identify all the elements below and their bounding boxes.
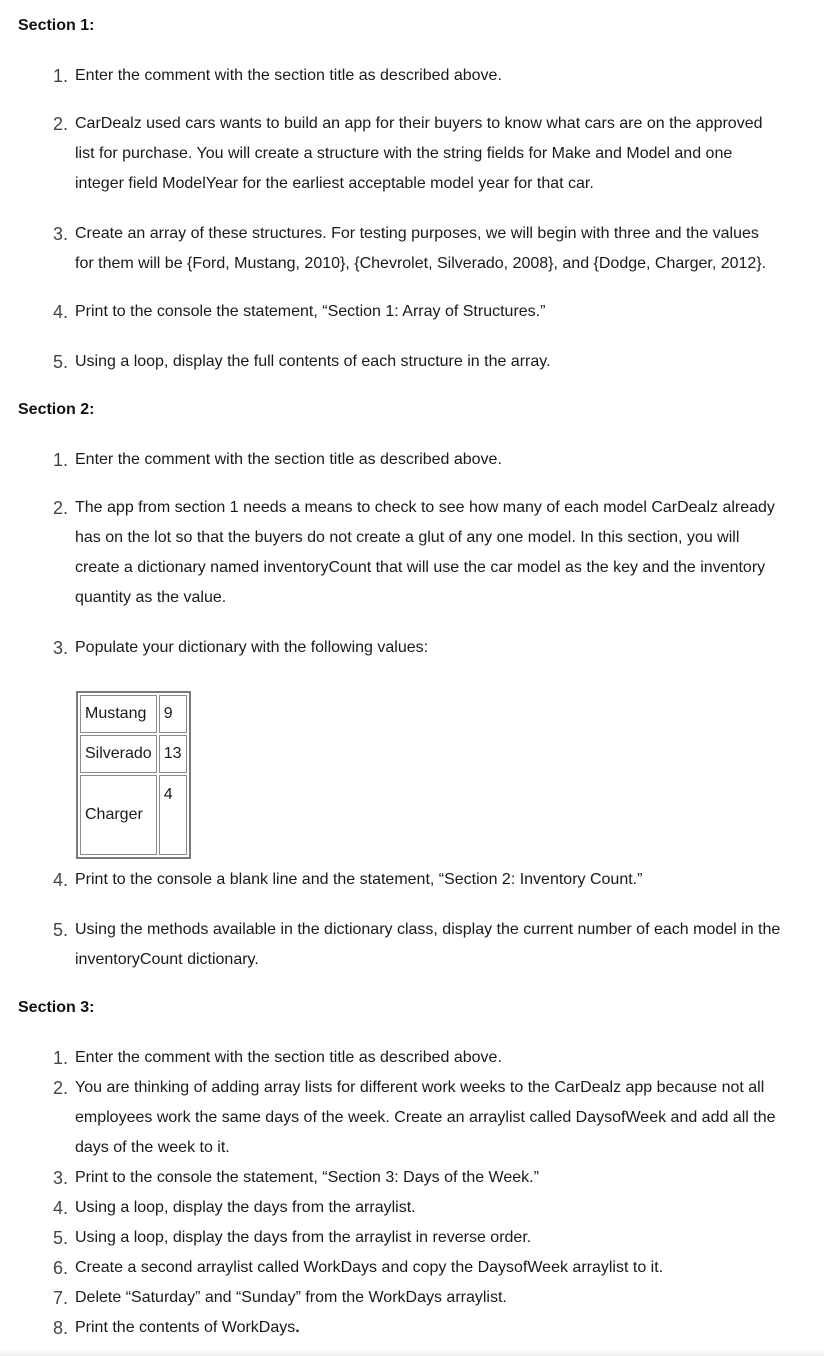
item-text-period: .: [295, 1319, 300, 1336]
item-text: Print to the console a blank line and the statement, “Section 2: Inventory Count.”: [75, 871, 643, 888]
section-1-title: Section 1:: [18, 17, 95, 34]
item-text: You are thinking of adding array lists for different work weeks to the CarDealz app because not all: [75, 1079, 765, 1096]
item-number: 5.: [53, 352, 69, 372]
item-text-main: Print the contents of WorkDays: [75, 1319, 296, 1336]
item-number: 3.: [53, 1168, 69, 1188]
table-row: [80, 775, 187, 855]
item-text: create a dictionary named inventoryCount that will use the car model as the key and the inventory: [75, 559, 766, 576]
quantity-cell: 13: [159, 735, 187, 773]
item-text: inventoryCount dictionary.: [75, 951, 259, 968]
item-text: Enter the comment with the section title as described above.: [75, 67, 502, 84]
item-number: 3.: [53, 638, 69, 658]
item-number: 5.: [53, 920, 69, 940]
item-number: 4.: [53, 302, 69, 322]
quantity-cell: 4: [159, 775, 187, 855]
item-text: employees work the same days of the week. Create an arraylist called DaysofWeek and add all the: [75, 1109, 776, 1126]
item-text: list for purchase. You will create a structure with the string fields for Make and Model and one: [75, 145, 733, 162]
section-3-title: Section 3:: [18, 999, 95, 1016]
item-text: Using a loop, display the days from the arraylist in reverse order.: [75, 1229, 532, 1246]
section-2-title: Section 2:: [18, 401, 95, 418]
item-number: 4.: [53, 1198, 69, 1218]
item-text: Using a loop, display the days from the arraylist.: [75, 1199, 416, 1216]
item-text: Populate your dictionary with the following values:: [75, 639, 429, 656]
item-number: 4.: [53, 870, 69, 890]
item-number: 8.: [53, 1318, 69, 1338]
item-text: has on the lot so that the buyers do not create a glut of any one model. In this section, you will: [75, 529, 740, 546]
item-number: 1.: [53, 450, 69, 470]
item-text: Print to the console the statement, “Section 1: Array of Structures.”: [75, 303, 546, 320]
item-text: CarDealz used cars wants to build an app for their buyers to know what cars are on the approved: [75, 115, 763, 132]
item-number: 2.: [53, 498, 69, 518]
page-bottom-shadow: [0, 1348, 824, 1356]
model-cell: Mustang: [80, 695, 157, 733]
table-row: [80, 735, 187, 773]
item-text: Using a loop, display the full contents of each structure in the array.: [75, 353, 551, 370]
item-number: 1.: [53, 1048, 69, 1068]
item-number: 1.: [53, 66, 69, 86]
item-text: [75, 1318, 300, 1338]
item-text: for them will be {Ford, Mustang, 2010}, {Chevrolet, Silverado, 2008}, and {Dodge, Charger, 2012}.: [75, 255, 767, 272]
item-text: Enter the comment with the section title as described above.: [75, 1049, 502, 1066]
model-cell: Charger: [80, 775, 157, 855]
quantity-cell: 9: [159, 695, 187, 733]
item-text: Using the methods available in the dictionary class, display the current number of each model in the: [75, 921, 781, 938]
item-number: 2.: [53, 1078, 69, 1098]
inventory-table: [76, 691, 191, 859]
item-text: integer field ModelYear for the earliest acceptable model year for that car.: [75, 175, 594, 192]
model-cell: Silverado: [80, 735, 157, 773]
item-text: quantity as the value.: [75, 589, 227, 606]
item-text: Enter the comment with the section title as described above.: [75, 451, 502, 468]
table-row: [80, 695, 187, 733]
item-number: 7.: [53, 1288, 69, 1308]
item-text: The app from section 1 needs a means to check to see how many of each model CarDealz already: [75, 499, 775, 516]
item-text: Print to the console the statement, “Section 3: Days of the Week.”: [75, 1169, 539, 1186]
item-text: Create an array of these structures. For testing purposes, we will begin with three and the values: [75, 225, 759, 242]
item-text: days of the week to it.: [75, 1139, 230, 1156]
item-number: 3.: [53, 224, 69, 244]
item-number: 2.: [53, 114, 69, 134]
item-text: Create a second arraylist called WorkDays and copy the DaysofWeek arraylist to it.: [75, 1259, 664, 1276]
item-number: 6.: [53, 1258, 69, 1278]
item-number: 5.: [53, 1228, 69, 1248]
item-text: Delete “Saturday” and “Sunday” from the WorkDays arraylist.: [75, 1289, 507, 1306]
